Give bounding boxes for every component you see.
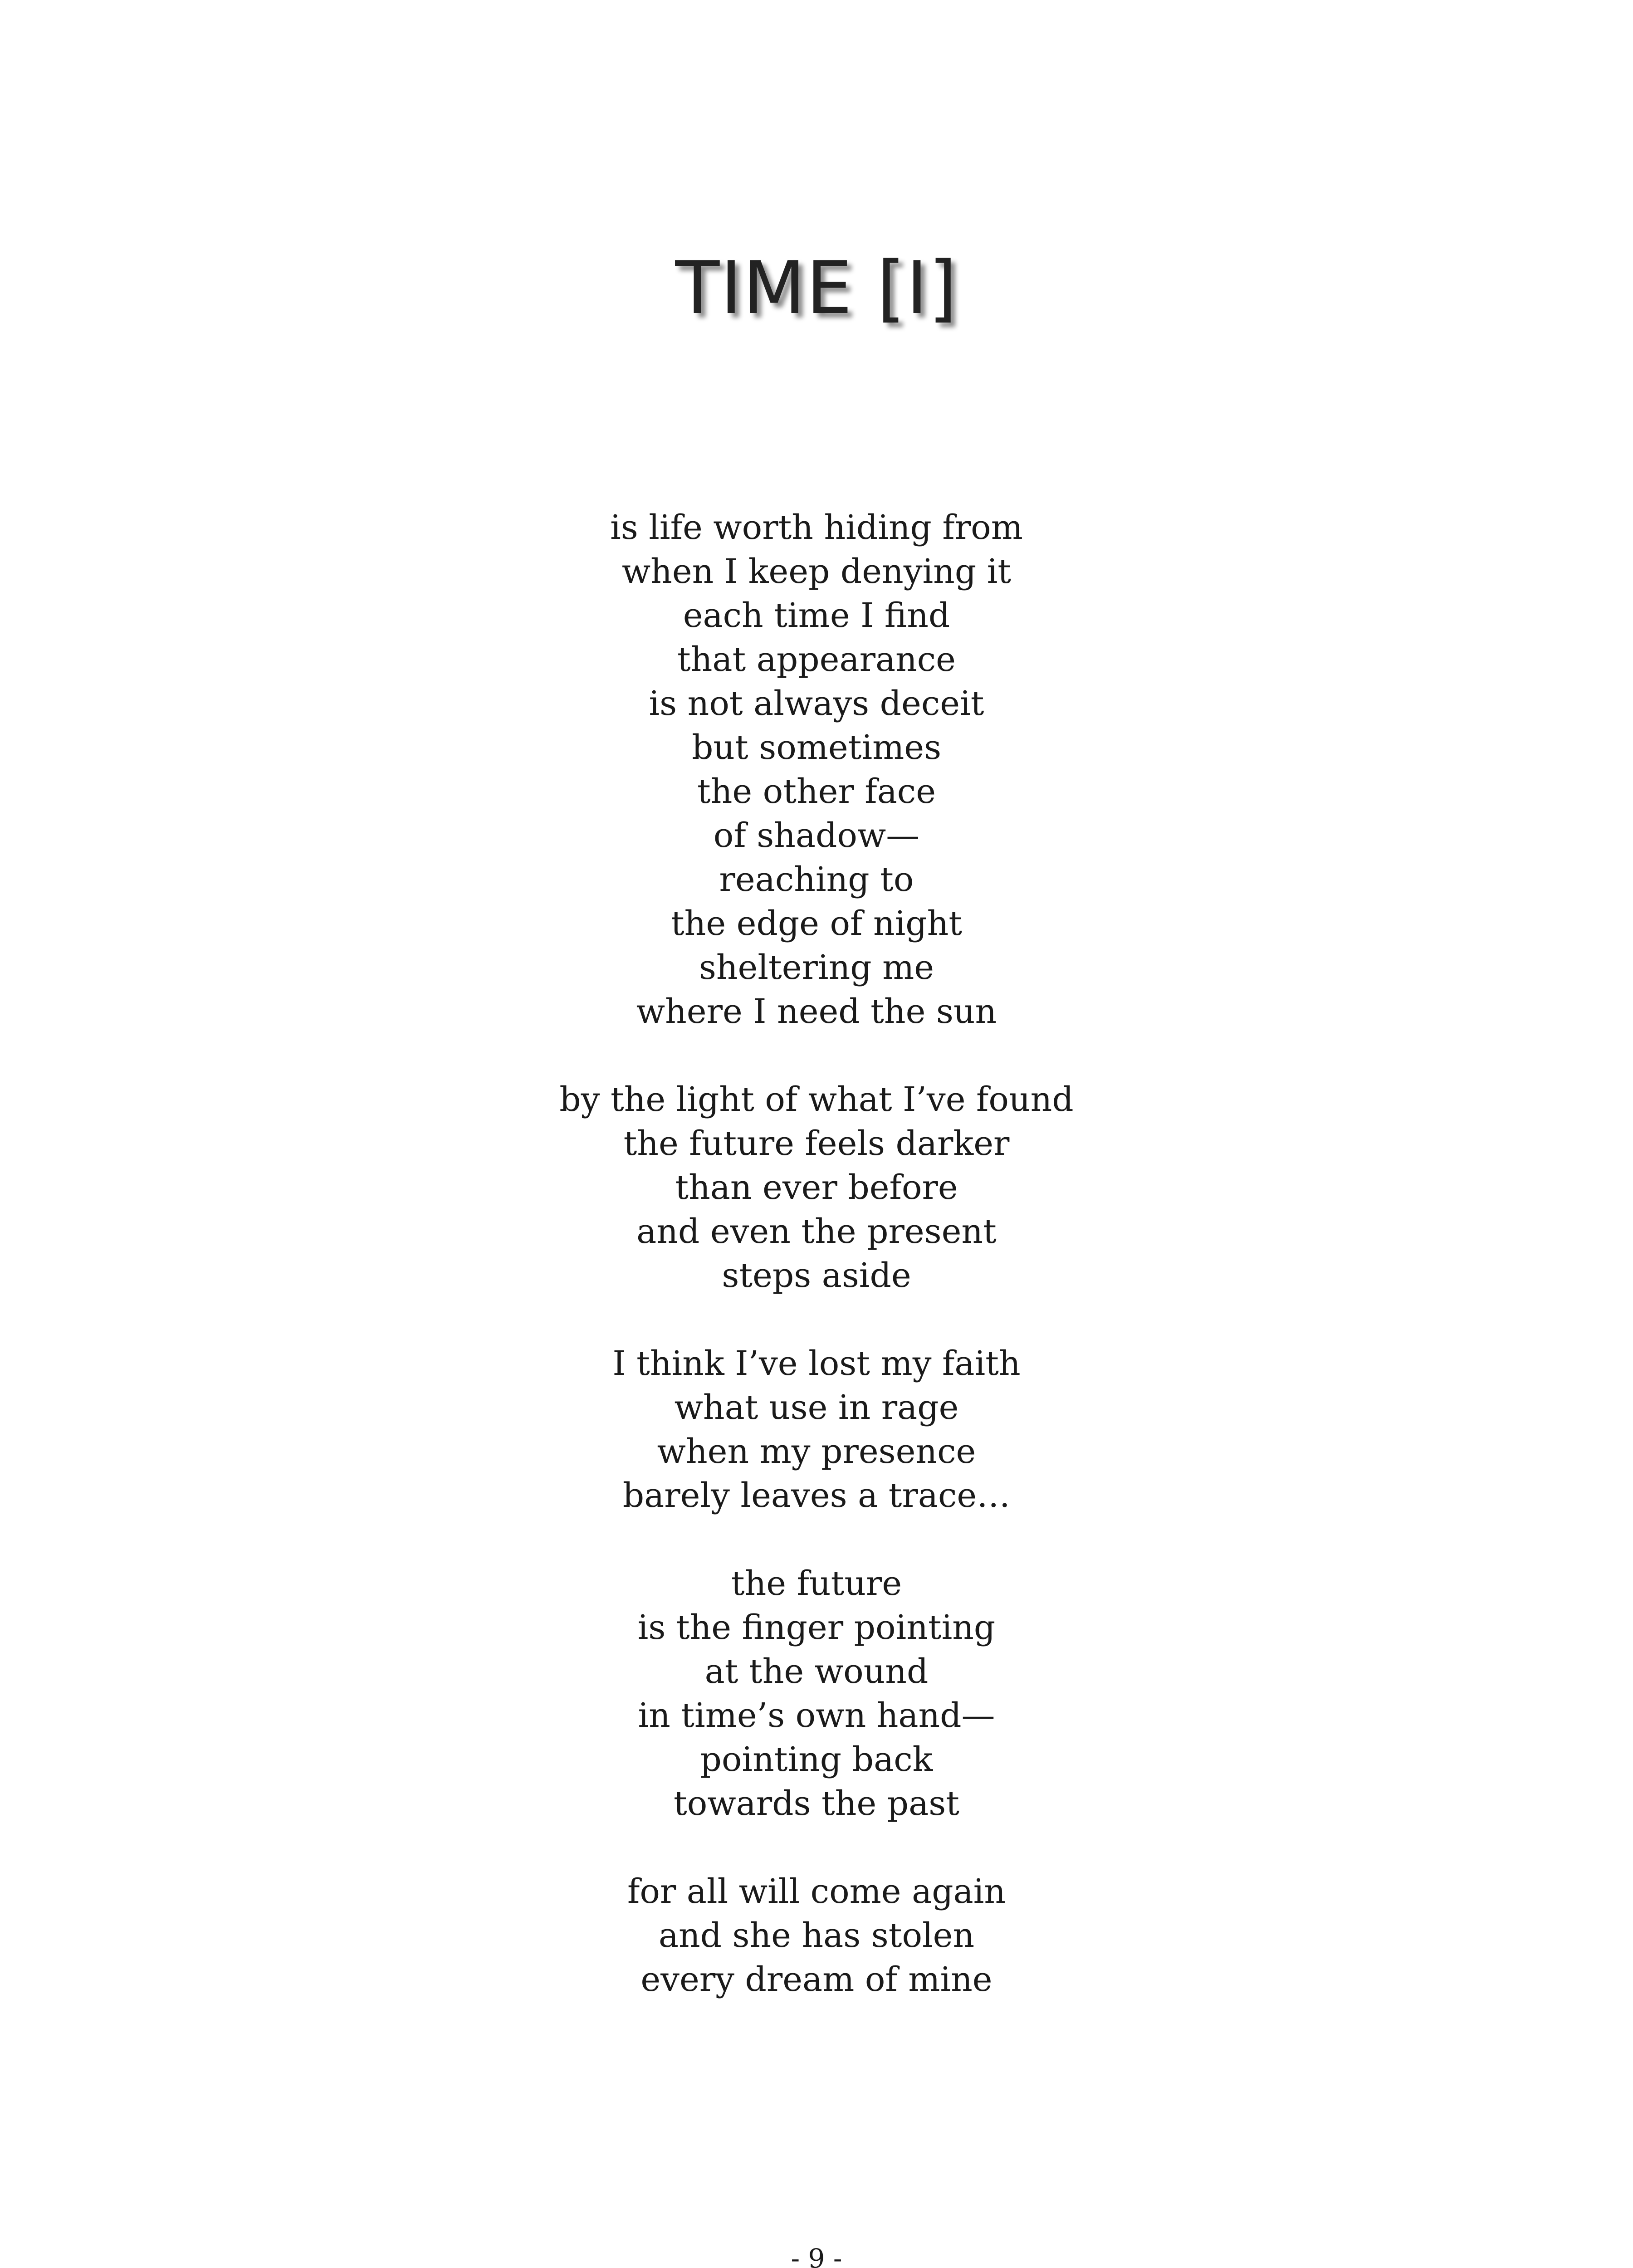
poem-line: and she has stolen — [658, 1916, 975, 1955]
poem-line: when my presence — [657, 1432, 976, 1471]
poem-line: the edge of night — [670, 904, 963, 943]
poem-line: towards the past — [674, 1784, 959, 1823]
poem-line: by the light of what I’ve found — [559, 1080, 1074, 1119]
poem-body — [0, 506, 1633, 2046]
poem-line: the future — [731, 1564, 902, 1603]
poem-line: what use in rage — [674, 1388, 959, 1427]
poem-line: the future feels darker — [623, 1124, 1010, 1163]
poem-line: at the wound — [704, 1652, 929, 1691]
stanza-3 — [0, 1342, 1633, 1518]
poem-line: the other face — [697, 772, 936, 811]
poem-line: of shadow— — [713, 816, 920, 855]
poem-line: sheltering me — [699, 948, 934, 987]
poem-line: I think I’ve lost my faith — [612, 1344, 1021, 1383]
stanza-5 — [0, 1870, 1633, 2002]
poem-line: every dream of mine — [640, 1960, 993, 1999]
poem-title: TIME [I] — [675, 245, 958, 330]
poem-line: is life worth hiding from — [610, 508, 1023, 547]
poem-line: steps aside — [722, 1256, 911, 1295]
poem-line: barely leaves a trace… — [622, 1476, 1011, 1515]
poem-line: in time’s own hand— — [638, 1696, 995, 1735]
poem-line: for all will come again — [627, 1872, 1006, 1911]
stanza-1 — [0, 506, 1633, 1034]
poem-line: but sometimes — [691, 728, 942, 767]
poem-line: than ever before — [675, 1168, 958, 1207]
poem-line: reaching to — [719, 860, 914, 899]
poem-line: and even the present — [636, 1212, 997, 1251]
stanza-4 — [0, 1562, 1633, 1826]
poem-line: where I need the sun — [636, 992, 997, 1031]
poem-line: pointing back — [700, 1740, 933, 1779]
poem-line: when I keep denying it — [621, 552, 1012, 591]
stanza-2 — [0, 1078, 1633, 1298]
page-number: - 9 - — [791, 2243, 842, 2268]
poem-line: that appearance — [677, 640, 956, 679]
poem-line: is not always deceit — [649, 684, 984, 723]
poem-line: each time I find — [683, 596, 950, 635]
poem-line: is the finger pointing — [637, 1608, 996, 1647]
